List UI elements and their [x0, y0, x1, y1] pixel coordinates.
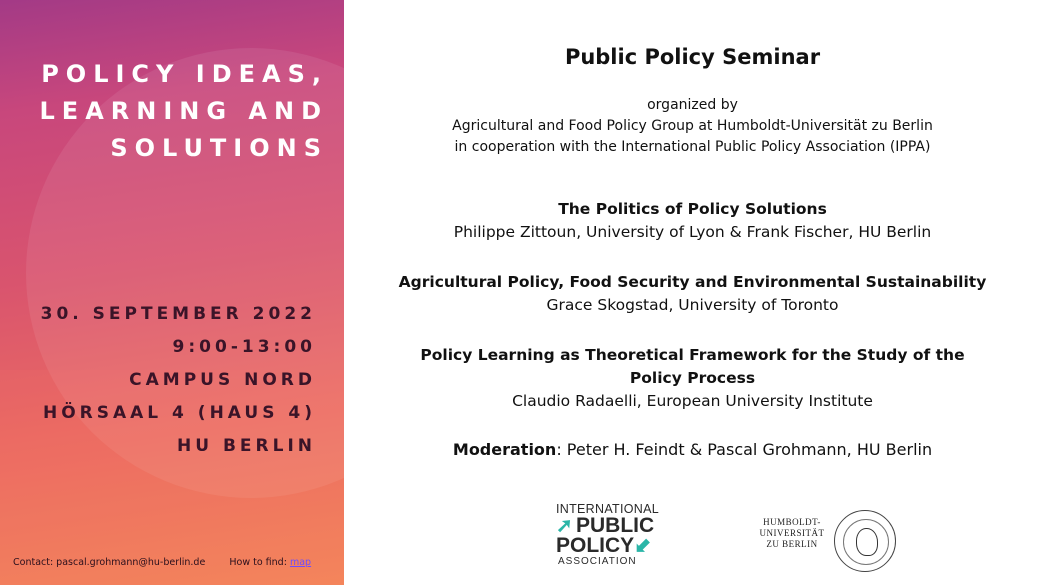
talk-title: Agricultural Policy, Food Security and Environmental Sustainability — [398, 273, 987, 291]
arrow-up-right-icon: ➚ — [556, 515, 573, 537]
talk-title-cont: Policy Process — [629, 369, 756, 387]
moderation-names: : Peter H. Feindt & Pascal Grohmann, HU Berlin — [556, 440, 933, 459]
talk-title: Policy Learning as Theoretical Framework for the Study of the — [420, 346, 965, 364]
event-room: HÖRSAAL 4 (HAUS 4) — [42, 403, 316, 423]
talk-speaker: Philippe Zittoun, University of Lyon & Frank Fischer, HU Berlin — [453, 223, 932, 241]
contact-email: Contact: pascal.grohmann@hu-berlin.de — [13, 557, 206, 568]
event-campus: CAMPUS NORD — [129, 370, 316, 390]
event-title-line: LEARNING AND — [39, 97, 328, 125]
ippa-logo — [556, 503, 668, 568]
seminar-panel — [344, 0, 1041, 585]
moderation-label: Moderation — [452, 440, 557, 459]
organizer-name: Agricultural and Food Policy Group at Humboldt-Universität zu Berlin — [452, 118, 933, 134]
ippa-logo-line: INTERNATIONAL — [556, 502, 659, 516]
hu-seal-icon — [834, 510, 896, 572]
talk-1 — [344, 198, 1041, 244]
event-institution: HU BERLIN — [177, 436, 316, 456]
talk-speaker: Claudio Radaelli, European University Institute — [512, 392, 873, 410]
hu-logo-line: UNIVERSITÄT — [759, 528, 825, 538]
map-link[interactable]: map — [289, 557, 312, 568]
seminar-title: Public Policy Seminar — [564, 45, 821, 69]
ippa-logo-line: POLICY — [556, 534, 635, 557]
hu-logo-text — [752, 517, 832, 550]
event-title-line: SOLUTIONS — [110, 134, 328, 162]
event-date: 30. SEPTEMBER 2022 — [40, 304, 316, 324]
hu-logo-line: ZU BERLIN — [766, 539, 818, 549]
talk-3 — [344, 344, 1041, 413]
arrow-down-left-icon: ⬋ — [634, 535, 651, 557]
event-details — [41, 298, 316, 463]
hu-logo-line: HUMBOLDT- — [763, 517, 821, 527]
contact-footer — [13, 557, 311, 568]
organized-by-label: organized by — [647, 97, 738, 113]
talk-title: The Politics of Policy Solutions — [558, 200, 827, 218]
talk-2 — [344, 271, 1041, 317]
event-time: 9:00-13:00 — [172, 337, 316, 357]
organizer-block — [344, 95, 1041, 158]
cooperation-note: in cooperation with the International Public Policy Association (IPPA) — [454, 139, 931, 155]
talk-speaker: Grace Skogstad, University of Toronto — [546, 296, 839, 314]
ippa-logo-line: PUBLIC — [576, 514, 655, 537]
moderation — [344, 440, 1041, 459]
event-title-line: POLICY IDEAS, — [41, 60, 328, 88]
howto-label: How to find: — [229, 557, 287, 568]
ippa-logo-line: ASSOCIATION — [558, 556, 637, 567]
poster-left-panel — [0, 0, 344, 585]
event-title — [40, 56, 328, 167]
